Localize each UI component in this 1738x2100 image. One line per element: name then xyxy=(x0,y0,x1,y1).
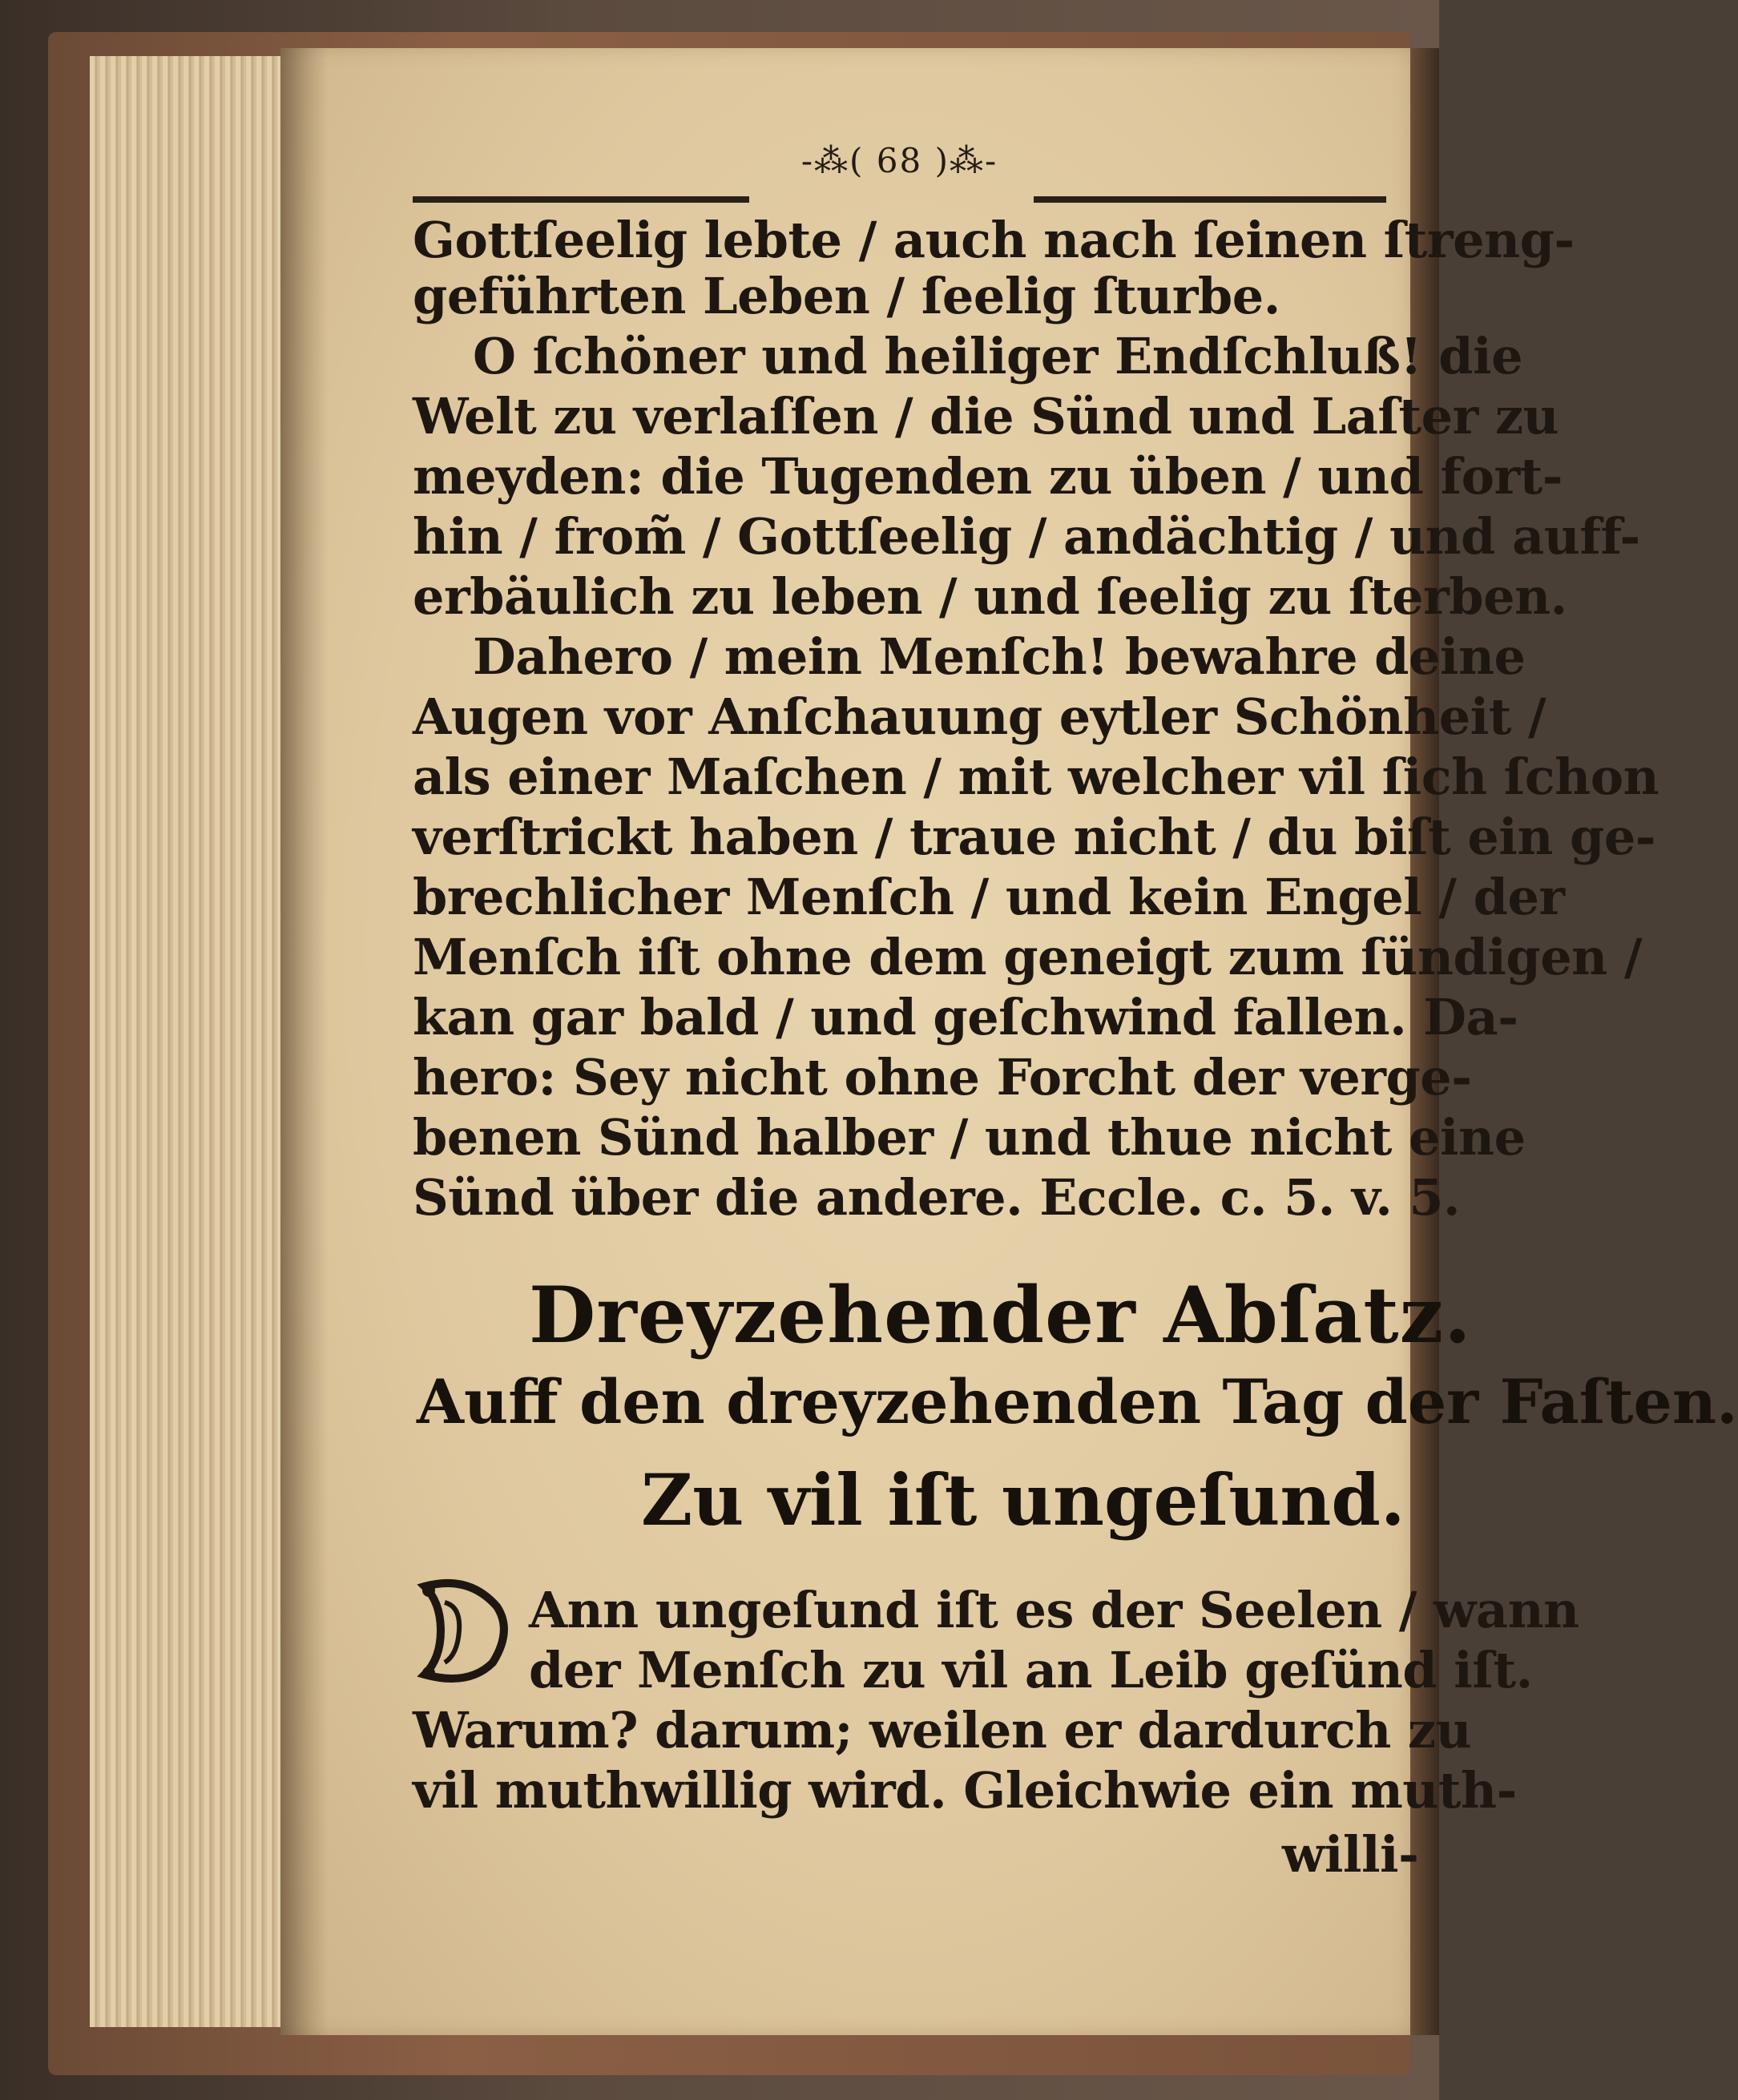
text-line: Dahero / mein Menſch! bewahre deine xyxy=(473,627,1526,686)
text-line: brechlicher Menſch / und kein Engel / der xyxy=(413,868,1565,926)
day-heading: Auff den dreyzehenden Tag der Faſten. xyxy=(417,1366,1738,1437)
catchword: willi- xyxy=(1282,1825,1419,1884)
page-edges xyxy=(90,56,292,2027)
page-header xyxy=(413,136,1386,184)
text-line: hero: Sey nicht ohne Forcht der verge- xyxy=(413,1048,1472,1106)
gutter-shadow xyxy=(280,48,329,2035)
text-line: geführten Leben / ſeelig ſturbe. xyxy=(413,267,1280,325)
text-line: Welt zu verlaſſen / die Sünd und Laſter zu xyxy=(413,387,1559,445)
text-line: erbäulich zu leben / und ſeelig zu ſterben. xyxy=(413,567,1567,626)
text-line: Warum? darum; weilen er dardurch zu xyxy=(413,1701,1472,1759)
section-heading: Dreyzehender Abſatz. xyxy=(529,1270,1472,1360)
text-line: Sünd über die andere. Eccle. c. 5. v. 5. xyxy=(413,1168,1461,1227)
text-line: benen Sünd halber / und thue nicht eine xyxy=(413,1108,1526,1167)
decorative-initial-icon xyxy=(413,1570,517,1691)
header-rule-left xyxy=(413,196,749,203)
text-line: hin / from̃ / Gottſeelig / andächtig / und auff- xyxy=(413,507,1640,566)
text-line: vil muthwillig wird. Gleichwie ein muth- xyxy=(413,1761,1517,1820)
text-line: als einer Maſchen / mit welcher vil ſich ſchon xyxy=(413,748,1659,806)
text-line: O ſchöner und heiliger Endſchluß! die xyxy=(473,327,1523,385)
text-line: Gottſeelig lebte / auch nach ſeinen ſtreng- xyxy=(413,211,1575,269)
text-line: meyden: die Tugenden zu üben / und fort- xyxy=(413,447,1563,506)
text-line: kan gar bald / und geſchwind fallen. Da- xyxy=(413,988,1518,1046)
chapter-title: Zu vil iſt ungeſund. xyxy=(641,1458,1405,1542)
text-line: Ann ungeſund iſt es der Seelen / wann xyxy=(529,1581,1579,1639)
text-line: verſtrickt haben / traue nicht / du biſt ein ge- xyxy=(413,808,1656,866)
text-line: Menſch iſt ohne dem geneigt zum ſündigen / xyxy=(413,928,1642,986)
text-line: der Menſch zu vil an Leib geſünd iſt. xyxy=(529,1641,1533,1699)
text-line: Augen vor Anſchauung eytler Schönheit / xyxy=(413,687,1546,746)
page-number: -⁂( 68 )⁂- xyxy=(800,140,998,180)
header-rule-right xyxy=(1034,196,1386,203)
